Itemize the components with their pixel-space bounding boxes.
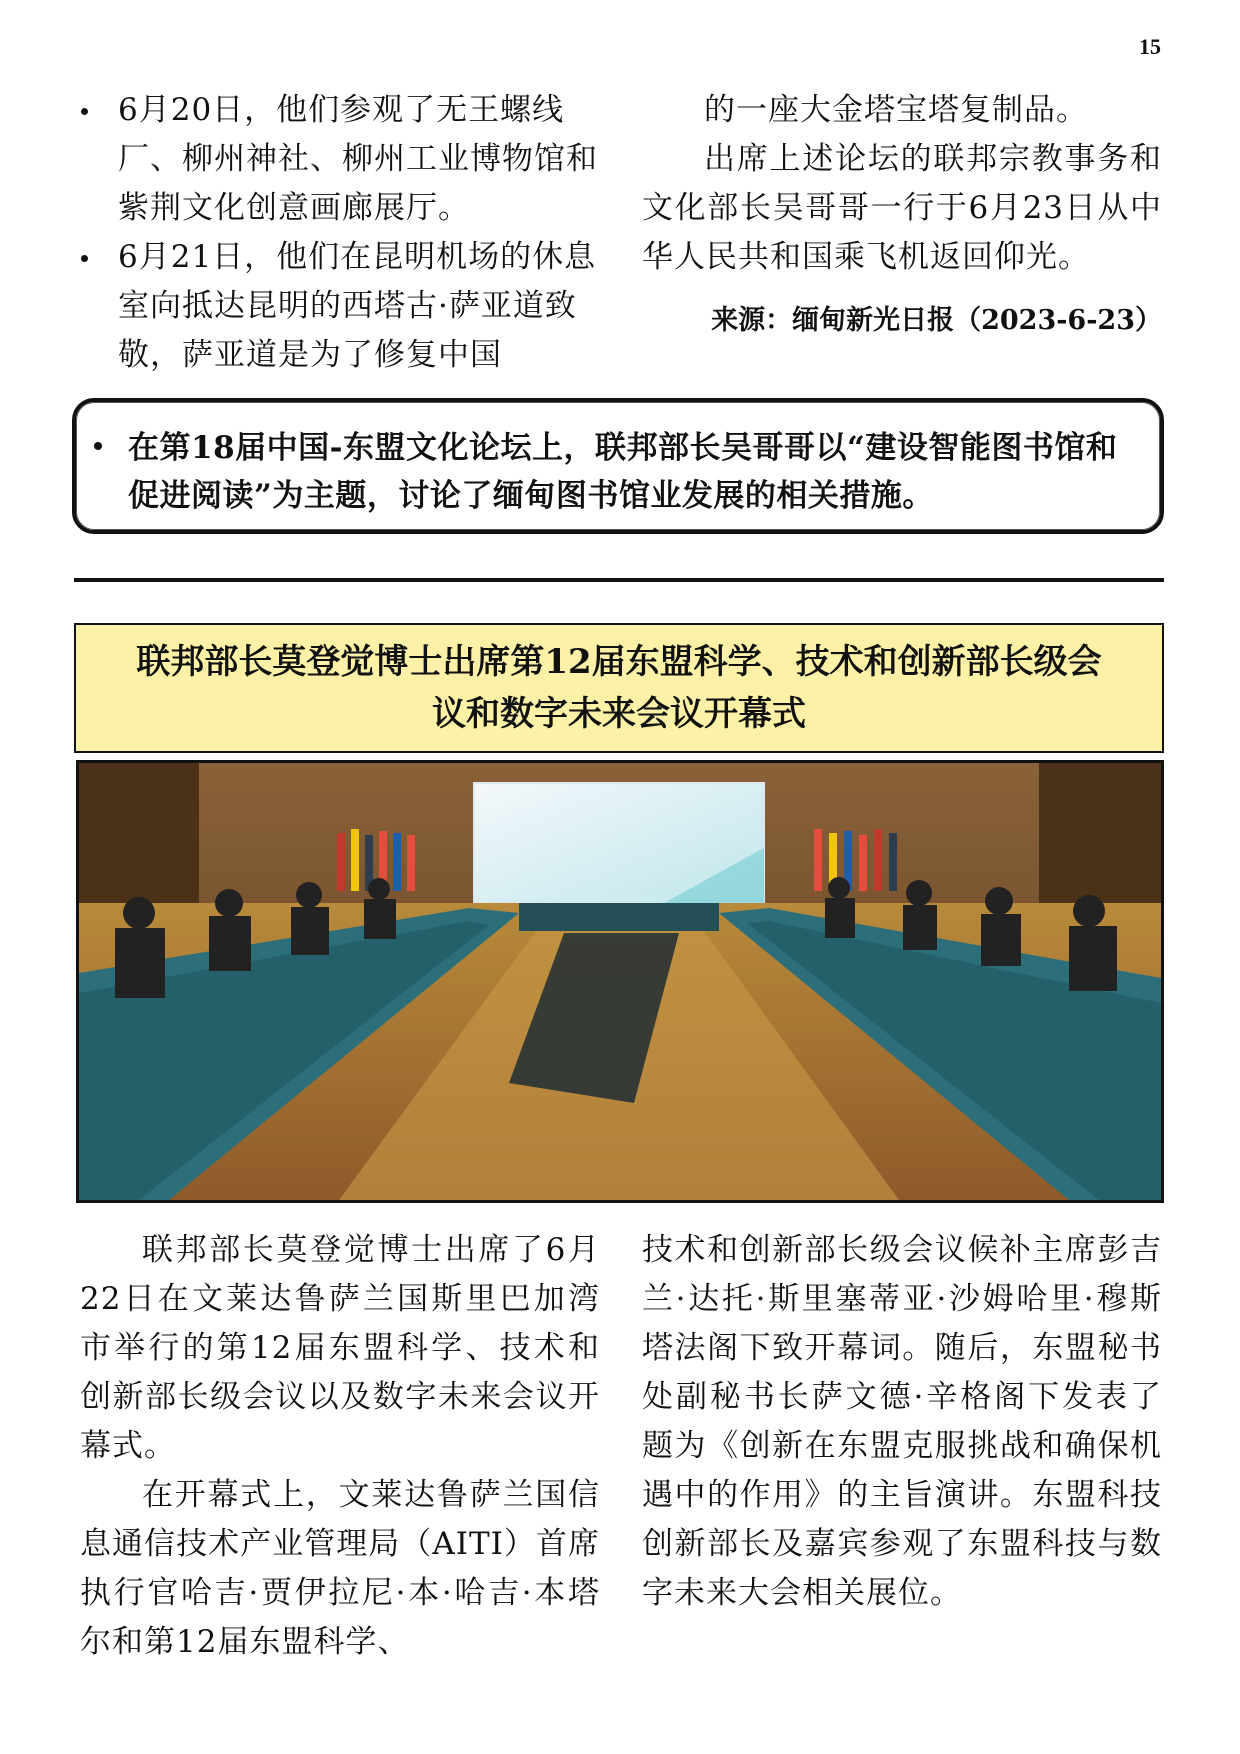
bullet-item-june-20: 6月20日，他们参观了无王螺线厂、柳州神社、柳州工业博物馆和紫荆文化创意画廊展厅。 <box>78 86 600 233</box>
callout-text: 在第18届中国-东盟文化论坛上，联邦部长吴哥哥以“建设智能图书馆和促进阅读”为主题，讨论了缅甸图书馆业发展的相关措施。 <box>128 430 1118 514</box>
article-paragraph-3: 技术和创新部长级会议候补主席彭吉兰·达托·斯里塞蒂亚·沙姆哈里·穆斯塔法阁下致开幕词。随后，东盟秘书处副秘书长萨文德·辛格阁下发表了题为《创新在东盟克服挑战和确保机遇中的作用》的主旨演讲。东盟科技创新部长及嘉宾参观了东盟科技与数字未来大会相关展位。 <box>642 1232 1162 1611</box>
article-headline <box>116 636 1121 740</box>
top-right-column <box>642 86 1162 345</box>
headline-line-2: 议和数字未来会议开幕式 <box>432 694 806 734</box>
callout-box <box>72 398 1164 534</box>
meeting-photo <box>76 760 1164 1203</box>
return-paragraph: 出席上述论坛的联邦宗教事务和文化部长吴哥哥一行于6月23日从中华人民共和国乘飞机返回仰光。 <box>642 141 1162 275</box>
headline-box <box>74 623 1164 753</box>
article-paragraph-1: 联邦部长莫登觉博士出席了6月22日在文莱达鲁萨兰国斯里巴加湾市举行的第12届东盟科学、技术和创新部长级会议以及数字未来会议开幕式。 <box>80 1232 600 1464</box>
meeting-photo-illustration <box>79 763 1161 1200</box>
headline-line-1: 联邦部长莫登觉博士出席第12届东盟科学、技术和创新部长级会 <box>136 642 1102 682</box>
continuation-text: 的一座大金塔宝塔复制品。 <box>704 92 1088 128</box>
bullet-item-june-21: 6月21日，他们在昆明机场的休息室向抵达昆明的西塔古·萨亚道致敬，萨亚道是为了修复中国 <box>78 233 600 380</box>
article-right-column <box>642 1226 1162 1618</box>
source-citation: 来源：缅甸新光日报（2023-6-23） <box>711 305 1162 336</box>
article-left-column <box>80 1226 600 1667</box>
top-left-column <box>78 86 600 380</box>
bullet-icon <box>94 442 102 450</box>
visit-bullet-list <box>78 86 600 380</box>
section-divider <box>74 578 1164 582</box>
page-number: 15 <box>1139 34 1161 59</box>
article-paragraph-2: 在开幕式上，文莱达鲁萨兰国信息通信技术产业管理局（AITI）首席执行官哈吉·贾伊拉尼·本·哈吉·本塔尔和第12届东盟科学、 <box>80 1477 600 1660</box>
